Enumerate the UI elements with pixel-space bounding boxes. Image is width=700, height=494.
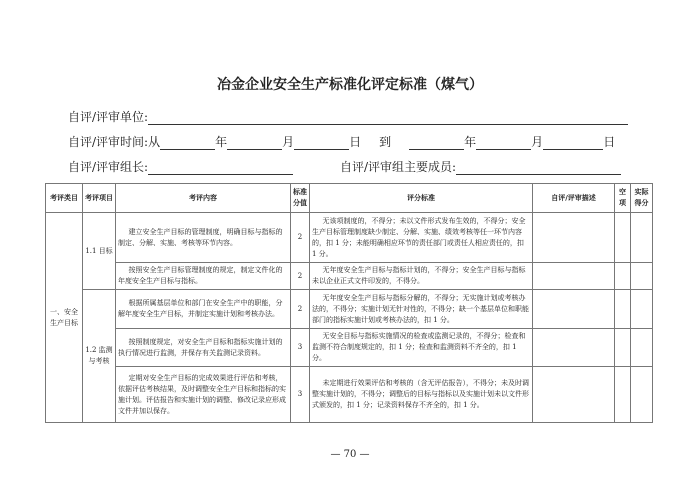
content-cell: 建立安全生产目标的管理制度，明确目标与指标的制定、分解、实施、考核等环节内容。 (116, 213, 291, 263)
table-row (46, 213, 653, 263)
score-cell: 2 (291, 290, 310, 329)
actual-score-input[interactable] (631, 263, 653, 290)
year-label: 年 (215, 135, 228, 149)
start-year-input[interactable] (160, 137, 215, 150)
leader-input[interactable] (148, 162, 293, 175)
table-header (46, 184, 653, 213)
description-input[interactable] (533, 263, 615, 290)
from-label: 从 (148, 135, 161, 149)
header-item: 考评项目 (83, 184, 116, 213)
description-input[interactable] (533, 290, 615, 329)
members-field (340, 158, 621, 175)
na-input[interactable] (615, 367, 631, 423)
day-label: 日 (603, 135, 616, 149)
month-label: 月 (282, 135, 295, 149)
unit-input[interactable] (148, 112, 628, 125)
table-row (46, 367, 653, 423)
leader-label: 自评/评审组长: (68, 160, 149, 174)
na-input[interactable] (615, 329, 631, 367)
header-score: 标准分值 (291, 184, 310, 213)
year-label: 年 (464, 135, 477, 149)
end-month-input[interactable] (476, 137, 531, 150)
month-label: 月 (531, 135, 544, 149)
page-title: 冶金企业安全生产标准化评定标准（煤气） (217, 77, 483, 93)
item-cell: 1.2 监测与考核 (83, 290, 116, 423)
score-cell: 2 (291, 263, 310, 290)
members-input[interactable] (456, 162, 621, 175)
to-label: 到 (379, 135, 392, 149)
content-cell: 按照安全生产目标管理制度的规定，制定文件化的年度安全生产目标与指标。 (116, 263, 291, 290)
item-cell: 1.1 目标 (83, 213, 116, 290)
actual-score-input[interactable] (631, 329, 653, 367)
header-content: 考评内容 (116, 184, 291, 213)
start-month-input[interactable] (227, 137, 282, 150)
table-row (46, 290, 653, 329)
members-label: 自评/评审组主要成员: (340, 160, 457, 174)
day-label: 日 (349, 135, 362, 149)
content-cell: 按照制度规定，对安全生产目标和指标实施计划的执行情况进行监测，并保存有关监测记录资料。 (116, 329, 291, 367)
description-input[interactable] (533, 213, 615, 263)
na-input[interactable] (615, 263, 631, 290)
actual-score-input[interactable] (631, 213, 653, 263)
unit-label: 自评/评审单位: (68, 110, 149, 124)
header-category: 考评类目 (46, 184, 83, 213)
end-day-input[interactable] (543, 137, 603, 150)
criteria-cell: 无年度安全生产目标与指标计划的，不得分；安全生产目标与指标未以企业正式文件印发的，不得分。 (310, 263, 533, 290)
time-label: 自评/评审时间: (68, 135, 149, 149)
category-cell: 一、安全生产目标 (46, 213, 83, 423)
table-row (46, 329, 653, 367)
criteria-cell: 未定期进行效果评估和考核的（含无评估报告），不得分；未及时调整实施计划的，不得分；调整后的目标与指标以及实施计划未以文件形式颁发的，扣 1 分；记录资料保存不齐全的，扣 1 分。 (310, 367, 533, 423)
page-number: — 70 — (330, 449, 370, 460)
na-input[interactable] (615, 290, 631, 329)
leader-field (68, 158, 293, 175)
end-year-input[interactable] (409, 137, 464, 150)
header-description: 自评/评审描述 (533, 184, 615, 213)
criteria-cell: 无安全目标与指标实施情况的检查或监测记录的，不得分；检查和监测不符合制度规定的，扣 1 分；检查和监测资料不齐全的，扣 1 分。 (310, 329, 533, 367)
start-day-input[interactable] (294, 137, 349, 150)
criteria-cell: 无年度安全生产目标与指标分解的，不得分；无实施计划或考核办法的，不得分；实施计划无针对性的，不得分；缺一个基层单位和职能部门的指标实施计划或考核办法的，扣 1 分。 (310, 290, 533, 329)
description-input[interactable] (533, 367, 615, 423)
description-input[interactable] (533, 329, 615, 367)
score-cell: 3 (291, 329, 310, 367)
table-row (46, 263, 653, 290)
time-field (68, 133, 615, 150)
header-criteria: 评分标准 (310, 184, 533, 213)
score-cell: 3 (291, 367, 310, 423)
criteria-cell: 无该项制度的，不得分；未以文件形式发布生效的，不得分；安全生产目标管理制度缺少制定、分解、实施、绩效考核等任一环节内容的，扣 1 分；未能明确相应环节的责任部门或责任人相应责任的，扣 1 分。 (310, 213, 533, 263)
content-cell: 定期对安全生产目标的完成效果进行评估和考核，依据评估考核结果，及时调整安全生产目标和指标的实施计划。评估报告和实施计划的调整、修改记录应形成文件并加以保存。 (116, 367, 291, 423)
unit-field (68, 108, 628, 125)
score-cell: 2 (291, 213, 310, 263)
header-actual-score: 实际得分 (631, 184, 653, 213)
content-cell: 根据所属基层单位和部门在安全生产中的职能，分解年度安全生产目标，并制定实施计划和考核办法。 (116, 290, 291, 329)
header-na: 空项 (615, 184, 631, 213)
na-input[interactable] (615, 213, 631, 263)
actual-score-input[interactable] (631, 290, 653, 329)
evaluation-table (45, 183, 653, 423)
actual-score-input[interactable] (631, 367, 653, 423)
